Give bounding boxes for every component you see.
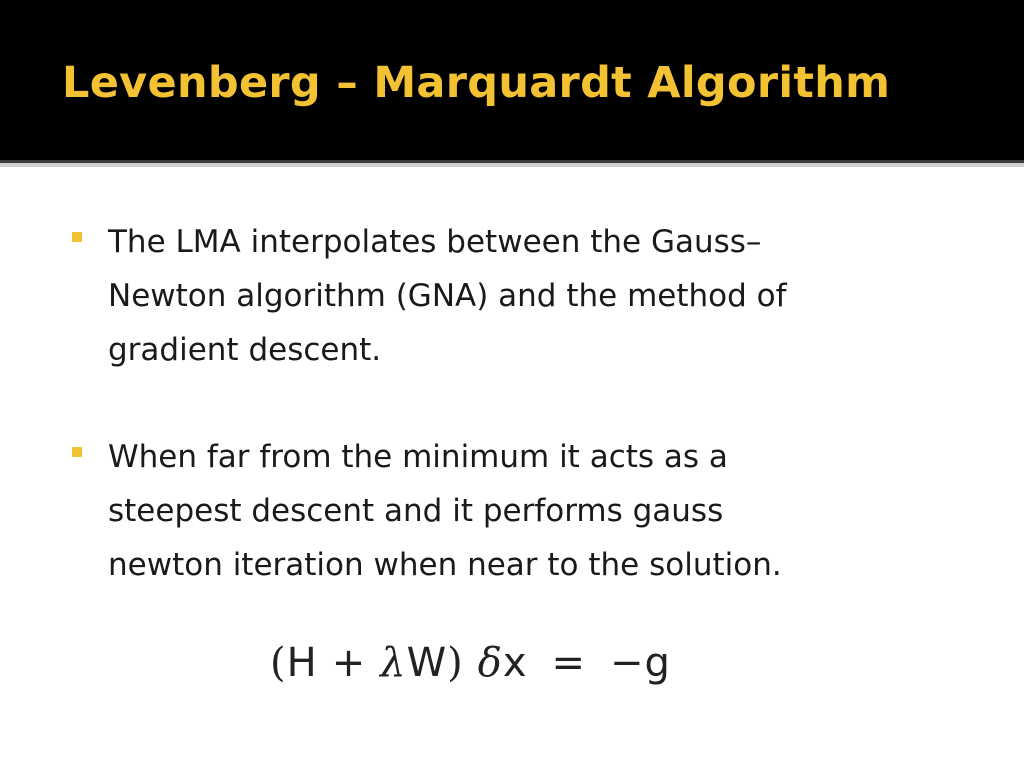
equation-close-paren: ) bbox=[447, 640, 464, 686]
bullet-text bbox=[108, 430, 968, 592]
equation-open-paren: ( bbox=[270, 640, 287, 686]
equation-W: W bbox=[406, 640, 448, 686]
bullet-line: The LMA interpolates between the Gauss– bbox=[108, 224, 762, 260]
slide-title: Levenberg – Marquardt Algorithm bbox=[62, 58, 891, 108]
equation-H: H bbox=[286, 640, 318, 686]
equation-rhs: −g bbox=[610, 640, 671, 686]
bullet-text bbox=[108, 215, 968, 377]
lm-equation bbox=[270, 640, 671, 686]
bullet-line: newton iteration when near to the solution. bbox=[108, 547, 782, 583]
equation-delta: δ bbox=[477, 640, 503, 686]
title-bar bbox=[0, 0, 1024, 160]
square-bullet-icon bbox=[72, 232, 82, 242]
bullet-line: Newton algorithm (GNA) and the method of bbox=[108, 278, 787, 314]
square-bullet-icon bbox=[72, 447, 82, 457]
equation-x: x bbox=[502, 640, 528, 686]
equation-equals: = bbox=[551, 640, 587, 686]
bullet-line: When far from the minimum it acts as a bbox=[108, 439, 728, 475]
equation-lambda: λ bbox=[380, 640, 407, 686]
equation-plus: + bbox=[331, 640, 367, 686]
bullet-line: gradient descent. bbox=[108, 332, 382, 368]
title-divider-shadow bbox=[0, 163, 1024, 167]
bullet-line: steepest descent and it performs gauss bbox=[108, 493, 724, 529]
